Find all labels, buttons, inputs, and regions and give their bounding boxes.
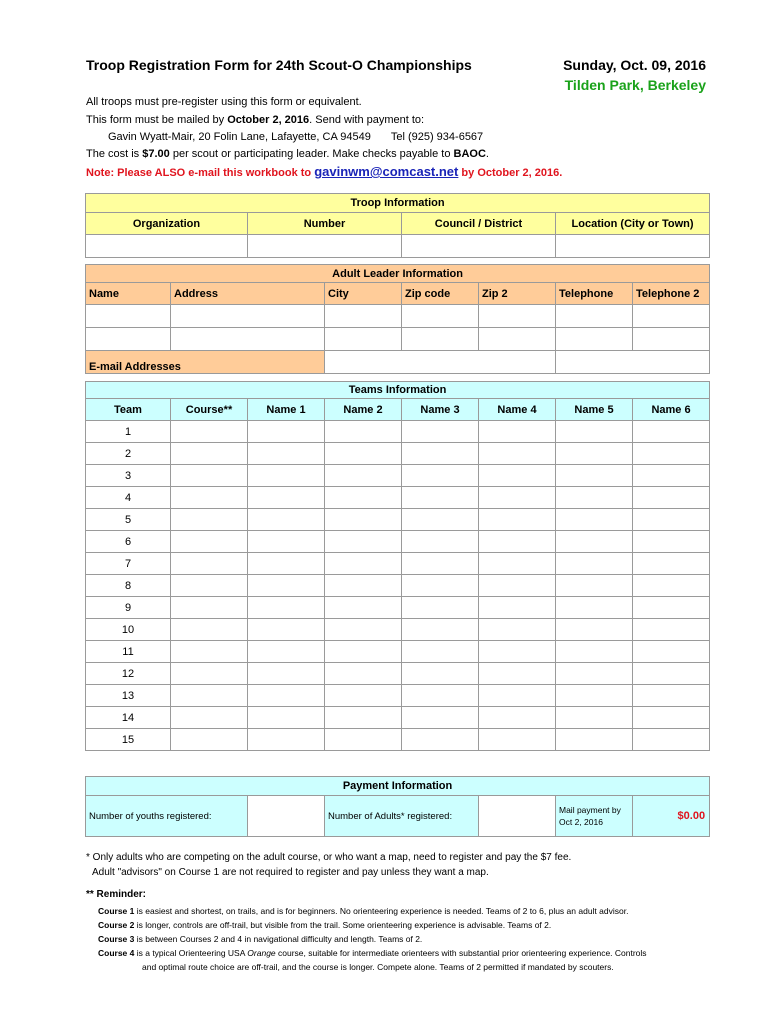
col-course: Course** <box>171 399 248 421</box>
name-6-input[interactable] <box>633 641 710 663</box>
name-5-input[interactable] <box>556 509 633 531</box>
name-3-input[interactable] <box>402 487 479 509</box>
adult-row <box>86 305 710 328</box>
name-5-input[interactable] <box>556 465 633 487</box>
name-2-input[interactable] <box>325 421 402 443</box>
col-name-6: Name 6 <box>633 399 710 421</box>
name-1-input[interactable] <box>248 421 325 443</box>
course-input[interactable] <box>171 443 248 465</box>
name-2-input[interactable] <box>325 465 402 487</box>
team-number: 14 <box>86 707 171 729</box>
email-address-input-2[interactable] <box>556 351 710 374</box>
name-2-input[interactable] <box>325 487 402 509</box>
col-telephone2: Telephone 2 <box>633 283 710 305</box>
youths-registered-label: Number of youths registered: <box>86 796 248 837</box>
col-name-5: Name 5 <box>556 399 633 421</box>
email-addresses-label: E-mail Addresses <box>86 351 325 374</box>
team-row <box>86 729 710 751</box>
teams-section-header: Teams Information <box>86 382 710 399</box>
col-name-4: Name 4 <box>479 399 556 421</box>
name-6-input[interactable] <box>633 443 710 465</box>
col-name-3: Name 3 <box>402 399 479 421</box>
name-2-input[interactable] <box>325 685 402 707</box>
name-6-input[interactable] <box>633 729 710 751</box>
name-6-input[interactable] <box>633 619 710 641</box>
name-4-input[interactable] <box>479 487 556 509</box>
col-name-1: Name 1 <box>248 399 325 421</box>
name-1-input[interactable] <box>248 509 325 531</box>
adults-registered-label: Number of Adults* registered: <box>325 796 479 837</box>
payment-table <box>85 776 710 837</box>
name-6-input[interactable] <box>633 421 710 443</box>
council-input[interactable] <box>402 235 556 258</box>
name-3-input[interactable] <box>402 553 479 575</box>
team-row <box>86 685 710 707</box>
name-3-input[interactable] <box>402 707 479 729</box>
adult-row <box>86 328 710 351</box>
name-4-input[interactable] <box>479 553 556 575</box>
name-2-input[interactable] <box>325 597 402 619</box>
team-number: 4 <box>86 487 171 509</box>
col-name: Name <box>86 283 171 305</box>
leader-city-input[interactable] <box>325 305 402 328</box>
col-team: Team <box>86 399 171 421</box>
name-2-input[interactable] <box>325 553 402 575</box>
col-organization: Organization <box>86 213 248 235</box>
name-1-input[interactable] <box>248 597 325 619</box>
name-4-input[interactable] <box>479 685 556 707</box>
leader-zip-input[interactable] <box>402 305 479 328</box>
team-number: 12 <box>86 663 171 685</box>
reminder-heading: ** Reminder: <box>86 889 147 900</box>
team-number: 7 <box>86 553 171 575</box>
col-telephone: Telephone <box>556 283 633 305</box>
team-number: 2 <box>86 443 171 465</box>
form-title: Troop Registration Form for 24th Scout-O Championships <box>86 57 472 73</box>
course-input[interactable] <box>171 641 248 663</box>
name-1-input[interactable] <box>248 531 325 553</box>
leader-zip2-input[interactable] <box>479 305 556 328</box>
name-3-input[interactable] <box>402 641 479 663</box>
name-3-input[interactable] <box>402 685 479 707</box>
teams-table <box>85 381 710 751</box>
course-input[interactable] <box>171 465 248 487</box>
location-input[interactable] <box>556 235 710 258</box>
name-2-input[interactable] <box>325 619 402 641</box>
name-6-input[interactable] <box>633 553 710 575</box>
name-5-input[interactable] <box>556 663 633 685</box>
team-number: 13 <box>86 685 171 707</box>
course-input[interactable] <box>171 531 248 553</box>
troop-info-table <box>85 193 710 258</box>
course-input[interactable] <box>171 553 248 575</box>
event-venue: Tilden Park, Berkeley <box>564 77 706 93</box>
name-2-input[interactable] <box>325 641 402 663</box>
intro-line-2: This form must be mailed by October 2, 2016. Send with payment to: <box>86 114 425 126</box>
team-row <box>86 641 710 663</box>
leader-city-input[interactable] <box>325 328 402 351</box>
course-input[interactable] <box>171 487 248 509</box>
name-6-input[interactable] <box>633 597 710 619</box>
team-row <box>86 553 710 575</box>
name-3-input[interactable] <box>402 619 479 641</box>
name-4-input[interactable] <box>479 619 556 641</box>
name-6-input[interactable] <box>633 685 710 707</box>
name-2-input[interactable] <box>325 707 402 729</box>
name-1-input[interactable] <box>248 619 325 641</box>
leader-zip-input[interactable] <box>402 328 479 351</box>
name-3-input[interactable] <box>402 421 479 443</box>
leader-telephone-input[interactable] <box>556 328 633 351</box>
name-2-input[interactable] <box>325 531 402 553</box>
team-number: 3 <box>86 465 171 487</box>
name-3-input[interactable] <box>402 443 479 465</box>
adult-leader-table <box>85 264 710 374</box>
name-5-input[interactable] <box>556 443 633 465</box>
team-number: 10 <box>86 619 171 641</box>
col-address: Address <box>171 283 325 305</box>
name-2-input[interactable] <box>325 663 402 685</box>
name-1-input[interactable] <box>248 575 325 597</box>
leader-name-input[interactable] <box>86 328 171 351</box>
name-6-input[interactable] <box>633 575 710 597</box>
leader-address-input[interactable] <box>171 305 325 328</box>
name-1-input[interactable] <box>248 641 325 663</box>
adults-registered-input[interactable] <box>479 796 556 837</box>
name-3-input[interactable] <box>402 729 479 751</box>
email-address-input-1[interactable] <box>325 351 556 374</box>
mail-payment-label: Mail payment by Oct 2, 2016 <box>556 796 633 837</box>
name-2-input[interactable] <box>325 575 402 597</box>
team-row <box>86 575 710 597</box>
col-number: Number <box>248 213 402 235</box>
name-4-input[interactable] <box>479 729 556 751</box>
payment-section-header: Payment Information <box>86 777 710 796</box>
footnote-line-2: Adult "advisors" on Course 1 are not required to register and pay unless they want a map. <box>92 867 489 878</box>
name-5-input[interactable] <box>556 575 633 597</box>
intro-line-1: All troops must pre-register using this form or equivalent. <box>86 96 362 108</box>
team-row <box>86 421 710 443</box>
name-5-input[interactable] <box>556 531 633 553</box>
name-5-input[interactable] <box>556 619 633 641</box>
reminder-course-2: Course 2 is longer, controls are off-trail, but visible from the trail. Some orienteering experience is advisable. Teams of 2. <box>98 920 552 930</box>
team-row <box>86 531 710 553</box>
team-number: 5 <box>86 509 171 531</box>
col-council: Council / District <box>402 213 556 235</box>
leader-name-input[interactable] <box>86 305 171 328</box>
youths-registered-input[interactable] <box>248 796 325 837</box>
team-row <box>86 465 710 487</box>
name-5-input[interactable] <box>556 421 633 443</box>
name-6-input[interactable] <box>633 487 710 509</box>
col-zip2: Zip 2 <box>479 283 556 305</box>
leader-address-input[interactable] <box>171 328 325 351</box>
name-2-input[interactable] <box>325 509 402 531</box>
team-row <box>86 663 710 685</box>
course-input[interactable] <box>171 575 248 597</box>
team-row <box>86 619 710 641</box>
col-name-2: Name 2 <box>325 399 402 421</box>
team-number: 6 <box>86 531 171 553</box>
reminder-course-1: Course 1 is easiest and shortest, on trails, and is for beginners. No orienteering experience is needed. Teams of 2 to 6, plus an adult advisor. <box>98 906 629 916</box>
name-1-input[interactable] <box>248 443 325 465</box>
team-number: 15 <box>86 729 171 751</box>
cost-line: The cost is $7.00 per scout or participating leader. Make checks payable to BAOC. <box>86 148 489 160</box>
event-date: Sunday, Oct. 09, 2016 <box>563 57 706 73</box>
reminder-course-4: Course 4 is a typical Orienteering USA Orange course, suitable for intermediate orienteers with substantial prior orienteering experience. Controls <box>98 948 647 958</box>
course-input[interactable] <box>171 729 248 751</box>
leader-telephone2-input[interactable] <box>633 305 710 328</box>
mailing-address: Gavin Wyatt-Mair, 20 Folin Lane, Lafayette, CA 94549 Tel (925) 934-6567 <box>108 131 484 143</box>
course-input[interactable] <box>171 685 248 707</box>
name-3-input[interactable] <box>402 575 479 597</box>
name-4-input[interactable] <box>479 465 556 487</box>
col-zip: Zip code <box>402 283 479 305</box>
name-1-input[interactable] <box>248 685 325 707</box>
course-input[interactable] <box>171 509 248 531</box>
name-5-input[interactable] <box>556 685 633 707</box>
name-4-input[interactable] <box>479 641 556 663</box>
name-1-input[interactable] <box>248 487 325 509</box>
name-1-input[interactable] <box>248 707 325 729</box>
name-1-input[interactable] <box>248 553 325 575</box>
course-input[interactable] <box>171 707 248 729</box>
leader-zip2-input[interactable] <box>479 328 556 351</box>
course-input[interactable] <box>171 619 248 641</box>
name-6-input[interactable] <box>633 663 710 685</box>
payment-total: $0.00 <box>633 796 710 837</box>
telephone-number: Tel (925) 934-6567 <box>390 131 484 143</box>
team-number: 9 <box>86 597 171 619</box>
course-input[interactable] <box>171 597 248 619</box>
name-4-input[interactable] <box>479 443 556 465</box>
team-number: 1 <box>86 421 171 443</box>
name-4-input[interactable] <box>479 575 556 597</box>
email-link[interactable]: gavinwm@comcast.net <box>314 164 459 179</box>
leader-telephone-input[interactable] <box>556 305 633 328</box>
name-4-input[interactable] <box>479 597 556 619</box>
name-1-input[interactable] <box>248 465 325 487</box>
name-3-input[interactable] <box>402 597 479 619</box>
name-5-input[interactable] <box>556 641 633 663</box>
course-input[interactable] <box>171 663 248 685</box>
leader-telephone2-input[interactable] <box>633 328 710 351</box>
footnote-line-1: * Only adults who are competing on the adult course, or who want a map, need to register and pay the $7 fee. <box>86 852 572 863</box>
team-number: 8 <box>86 575 171 597</box>
team-row <box>86 707 710 729</box>
reminder-course-4-cont: and optimal route choice are off-trail, and the course is longer. Compete alone. Teams of 2 permitted if mandated by scouters. <box>142 962 614 972</box>
course-input[interactable] <box>171 421 248 443</box>
name-6-input[interactable] <box>633 509 710 531</box>
team-row <box>86 509 710 531</box>
reminder-course-3: Course 3 is between Courses 2 and 4 in navigational difficulty and length. Teams of 2. <box>98 934 423 944</box>
col-city: City <box>325 283 402 305</box>
organization-input[interactable] <box>86 235 248 258</box>
name-3-input[interactable] <box>402 509 479 531</box>
email-note: Note: Please ALSO e-mail this workbook to gavinwm@comcast.net by October 2, 2016. <box>86 164 563 179</box>
name-5-input[interactable] <box>556 553 633 575</box>
name-5-input[interactable] <box>556 729 633 751</box>
name-6-input[interactable] <box>633 465 710 487</box>
name-3-input[interactable] <box>402 663 479 685</box>
name-4-input[interactable] <box>479 509 556 531</box>
col-location: Location (City or Town) <box>556 213 710 235</box>
name-4-input[interactable] <box>479 707 556 729</box>
troop-section-header: Troop Information <box>86 194 710 213</box>
team-row <box>86 487 710 509</box>
number-input[interactable] <box>248 235 402 258</box>
name-6-input[interactable] <box>633 707 710 729</box>
name-1-input[interactable] <box>248 729 325 751</box>
name-4-input[interactable] <box>479 531 556 553</box>
name-4-input[interactable] <box>479 663 556 685</box>
name-6-input[interactable] <box>633 531 710 553</box>
name-1-input[interactable] <box>248 663 325 685</box>
name-2-input[interactable] <box>325 443 402 465</box>
team-number: 11 <box>86 641 171 663</box>
name-4-input[interactable] <box>479 421 556 443</box>
team-row <box>86 597 710 619</box>
adult-section-header: Adult Leader Information <box>86 265 710 283</box>
name-5-input[interactable] <box>556 487 633 509</box>
name-3-input[interactable] <box>402 531 479 553</box>
name-5-input[interactable] <box>556 707 633 729</box>
name-3-input[interactable] <box>402 465 479 487</box>
team-row <box>86 443 710 465</box>
name-2-input[interactable] <box>325 729 402 751</box>
name-5-input[interactable] <box>556 597 633 619</box>
